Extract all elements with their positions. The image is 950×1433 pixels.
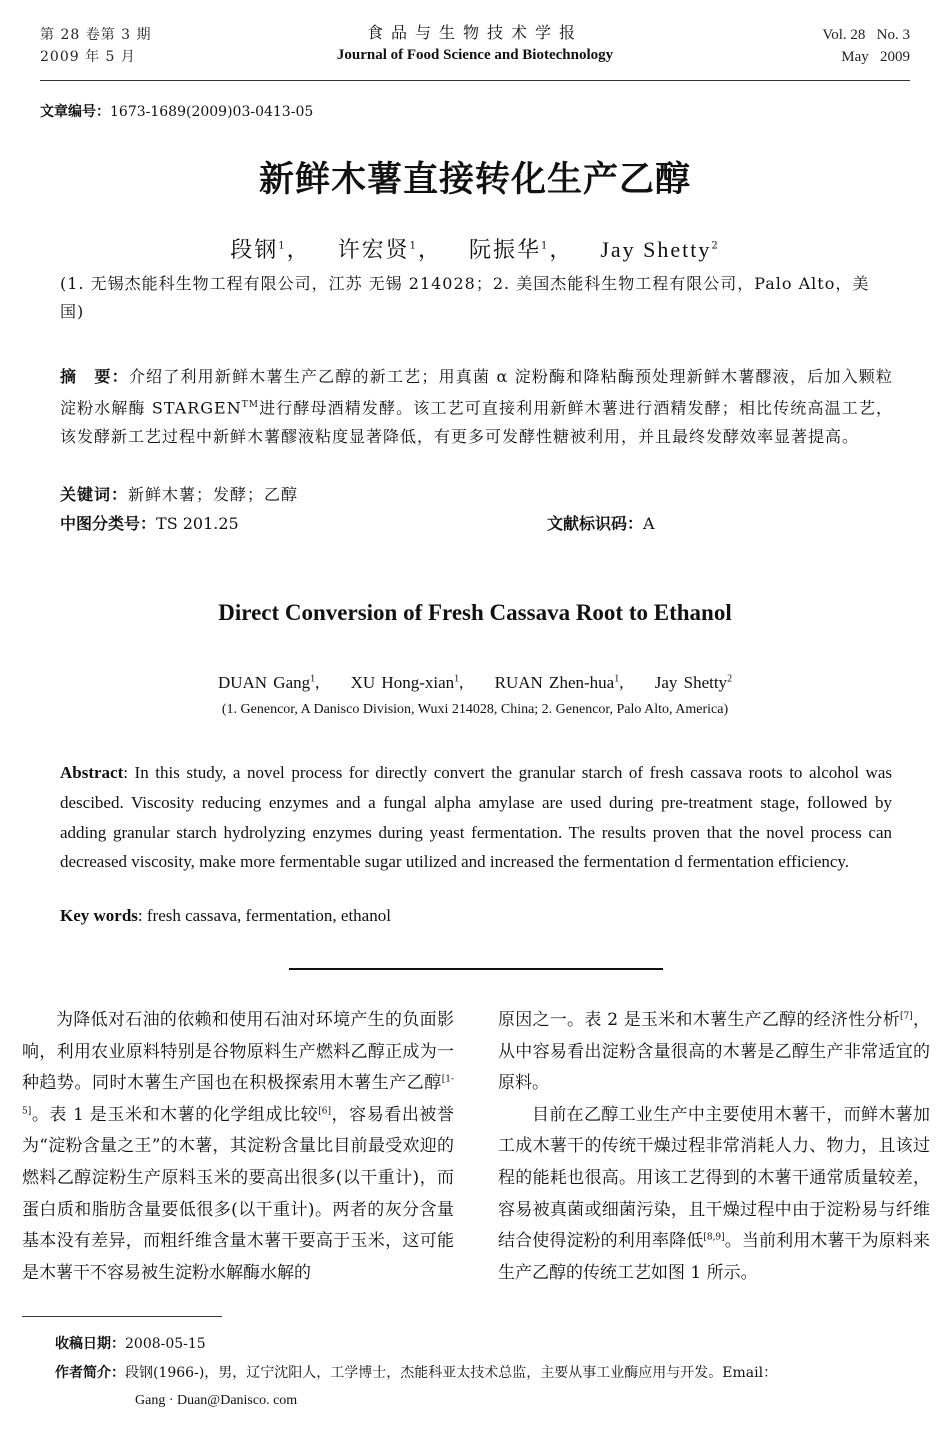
document-id: [547, 511, 655, 534]
body-text: 。表 1 是玉米和木薯的化学组成比较: [31, 1104, 319, 1125]
author-en-4: Jay Shetty: [654, 673, 728, 692]
authors-en: DUAN Gang$^1$, XU Hong-xian$^1$, RUAN Zhen-hua$^1$, Jay Shetty$^2$: [217, 673, 733, 692]
author-en-2-affil: 1: [454, 673, 460, 685]
document-id-value: A: [643, 514, 655, 533]
authors-cn: 段钢$^1$， 许宏贤$^1$， 阮振华$^1$， Jay Shetty$^2$: [230, 237, 720, 263]
abstract-en-label: Abstract: [60, 763, 124, 782]
body-column-left: [22, 1005, 454, 1289]
keywords-en-label: Key words: [60, 906, 138, 925]
author-cn-2-affil: 1: [409, 240, 418, 252]
citation: [7]: [899, 1011, 913, 1022]
body-text: ，从中容易看出淀粉含量很高的木薯是乙醇生产非常适宜的原料。: [498, 1010, 930, 1094]
citation: [6]: [318, 1106, 331, 1117]
title-cn: 新鲜木薯直接转化生产乙醇: [258, 159, 691, 200]
classification-label: 中图分类号：: [60, 514, 157, 533]
author-en-3-affil: 1: [614, 673, 620, 685]
affiliation-cn: (1. 无锡杰能科生物工程有限公司，江苏 无锡 214028；2. 美国杰能科生物工程有限公司，Palo Alto，美国): [60, 274, 870, 321]
body-paragraph: [498, 1100, 930, 1290]
journal-title-cn: 食品与生物技术学报: [366, 23, 583, 42]
author-bio-value: 段钢(1966-)，男，辽宁沈阳人，工学博士，杰能科亚太技术总监，主要从事工业酶应用与开发。Email：: [125, 1365, 778, 1381]
author-cn-4-affil: 2: [711, 240, 720, 252]
classification-value: TS 201.25: [156, 514, 239, 533]
abstract-en-text: : In this study, a novel process for directly convert the granular starch of fresh cassava roots to alcohol was descibed. Viscosity reducing enzymes and a fungal alpha amylase are used during pre-treatment stage, followed by adding granular starch hydrolyzing enzymes during yeast fermentation. The results proven that the novel process can decreased viscosity, make more fermentable sugar utilized and increased the fermentation d fermentation efficiency.: [60, 763, 892, 872]
author-en-1: DUAN Gang: [217, 673, 311, 692]
keywords-en: [60, 906, 391, 926]
article-number: [40, 101, 313, 121]
citation: [8,9]: [703, 1232, 725, 1243]
volume-en: Vol. 28 No. 3: [822, 27, 910, 43]
author-email: Gang · Duan@Danisco. com: [135, 1393, 298, 1408]
author-cn-2: 许宏贤: [337, 238, 410, 263]
body-paragraph: [498, 1005, 930, 1100]
author-bio-label: 作者简介：: [55, 1365, 125, 1381]
body-text: 目前在乙醇工业生产中主要使用木薯干，而鲜木薯加工成木薯干的传统干燥过程非常消耗人力、物力，且该过程的能耗也很高。用该工艺得到的木薯干通常质量较差，容易被真菌或细菌污染，且干燥过程中由于淀粉易与纤维结合使得淀粉的利用率降低: [498, 1104, 930, 1252]
received-date-value: 2008-05-15: [125, 1336, 206, 1352]
body-column-right: [498, 1005, 930, 1289]
author-cn-3-affil: 1: [540, 240, 550, 252]
keywords-en-value: : fresh cassava, fermentation, ethanol: [137, 906, 391, 925]
author-cn-1: 段钢: [230, 238, 279, 263]
section-separator: [289, 968, 663, 970]
abstract-en: [60, 758, 892, 877]
keywords-cn: [60, 482, 298, 505]
body-text: 。当前利用木薯干为原料来生产乙醇的传统工艺如图 1 所示。: [498, 1231, 930, 1283]
author-en-1-affil: 1: [310, 673, 316, 685]
article-number-label: 文章编号：: [40, 104, 110, 120]
document-id-label: 文献标识码：: [547, 514, 644, 533]
author-en-2: XU Hong-xian: [350, 673, 455, 692]
classification-number: [60, 511, 239, 534]
body-text: 原因之一。表 2 是玉米和木薯生产乙醇的经济性分析: [498, 1010, 900, 1030]
body-text: 为降低对石油的依赖和使用石油对环境产生的负面影响，利用农业原料特别是谷物原料生产燃料乙醇正成为一种趋势。同时木薯生产国也在积极探索用木薯生产乙醇: [22, 1010, 454, 1094]
abstract-cn-text-1: 介绍了利用新鲜木薯生产乙醇的新工艺；用真菌 α 淀粉酶和降粘酶预处理新鲜木薯醪液，后加入颗粒淀粉水解酶 STARGEN: [60, 367, 893, 418]
author-cn-3: 阮振华: [468, 238, 541, 263]
author-cn-4: Jay Shetty: [600, 237, 712, 262]
article-number-value: 1673-1689(2009)03-0413-05: [110, 104, 314, 120]
author-en-4-affil: 2: [727, 673, 733, 685]
author-bio: [55, 1360, 905, 1414]
affiliation-en: (1. Genencor, A Danisco Division, Wuxi 214028, China; 2. Genencor, Palo Alto, America): [221, 702, 729, 717]
trademark-mark: TM: [241, 400, 259, 410]
author-cn-1-affil: 1: [278, 240, 287, 252]
received-date-label: 收稿日期：: [55, 1336, 125, 1352]
citation: [1-5]: [22, 1074, 454, 1117]
keywords-cn-label: 关键词：: [60, 485, 129, 504]
title-en: Direct Conversion of Fresh Cassava Root to Ethanol: [218, 600, 732, 625]
abstract-cn-label: 摘 要：: [60, 367, 129, 386]
date-cn: 2009 年 5 月: [40, 49, 136, 65]
body-text: ，容易看出被誉为“淀粉含量之王”的木薯，其淀粉含量比目前最受欢迎的燃料乙醇淀粉生产原料玉米的要高出很多(以干重计)，而蛋白质和脂肪含量要低很多(以干重计)。两者的灰分含量基本没有差异，而粗纤维含量木薯干要高于玉米，这可能是木薯干不容易被生淀粉水解酶水解的: [22, 1104, 455, 1283]
issue-info-en: [822, 24, 910, 68]
header-rule: [40, 80, 910, 81]
abstract-cn: [60, 362, 893, 451]
date-en: May 2009: [841, 49, 910, 65]
footnote-rule: [22, 1316, 222, 1317]
abstract-cn-text-2: 进行酵母酒精发酵。该工艺可直接利用新鲜木薯进行酒精发酵；相比传统高温工艺，该发酵新工艺过程中新鲜木薯醪液粘度显著降低，有更多可发酵性糖被利用，并且最终发酵效率显著提高。: [60, 398, 893, 447]
volume-cn: 第 28 卷第 3 期: [40, 27, 152, 43]
received-date: [55, 1333, 206, 1353]
body-paragraph: [22, 1005, 454, 1289]
journal-title-en: Journal of Food Science and Biotechnology: [336, 47, 614, 63]
author-en-3: RUAN Zhen-hua: [494, 673, 615, 692]
keywords-cn-value: 新鲜木薯；发酵；乙醇: [128, 485, 299, 504]
